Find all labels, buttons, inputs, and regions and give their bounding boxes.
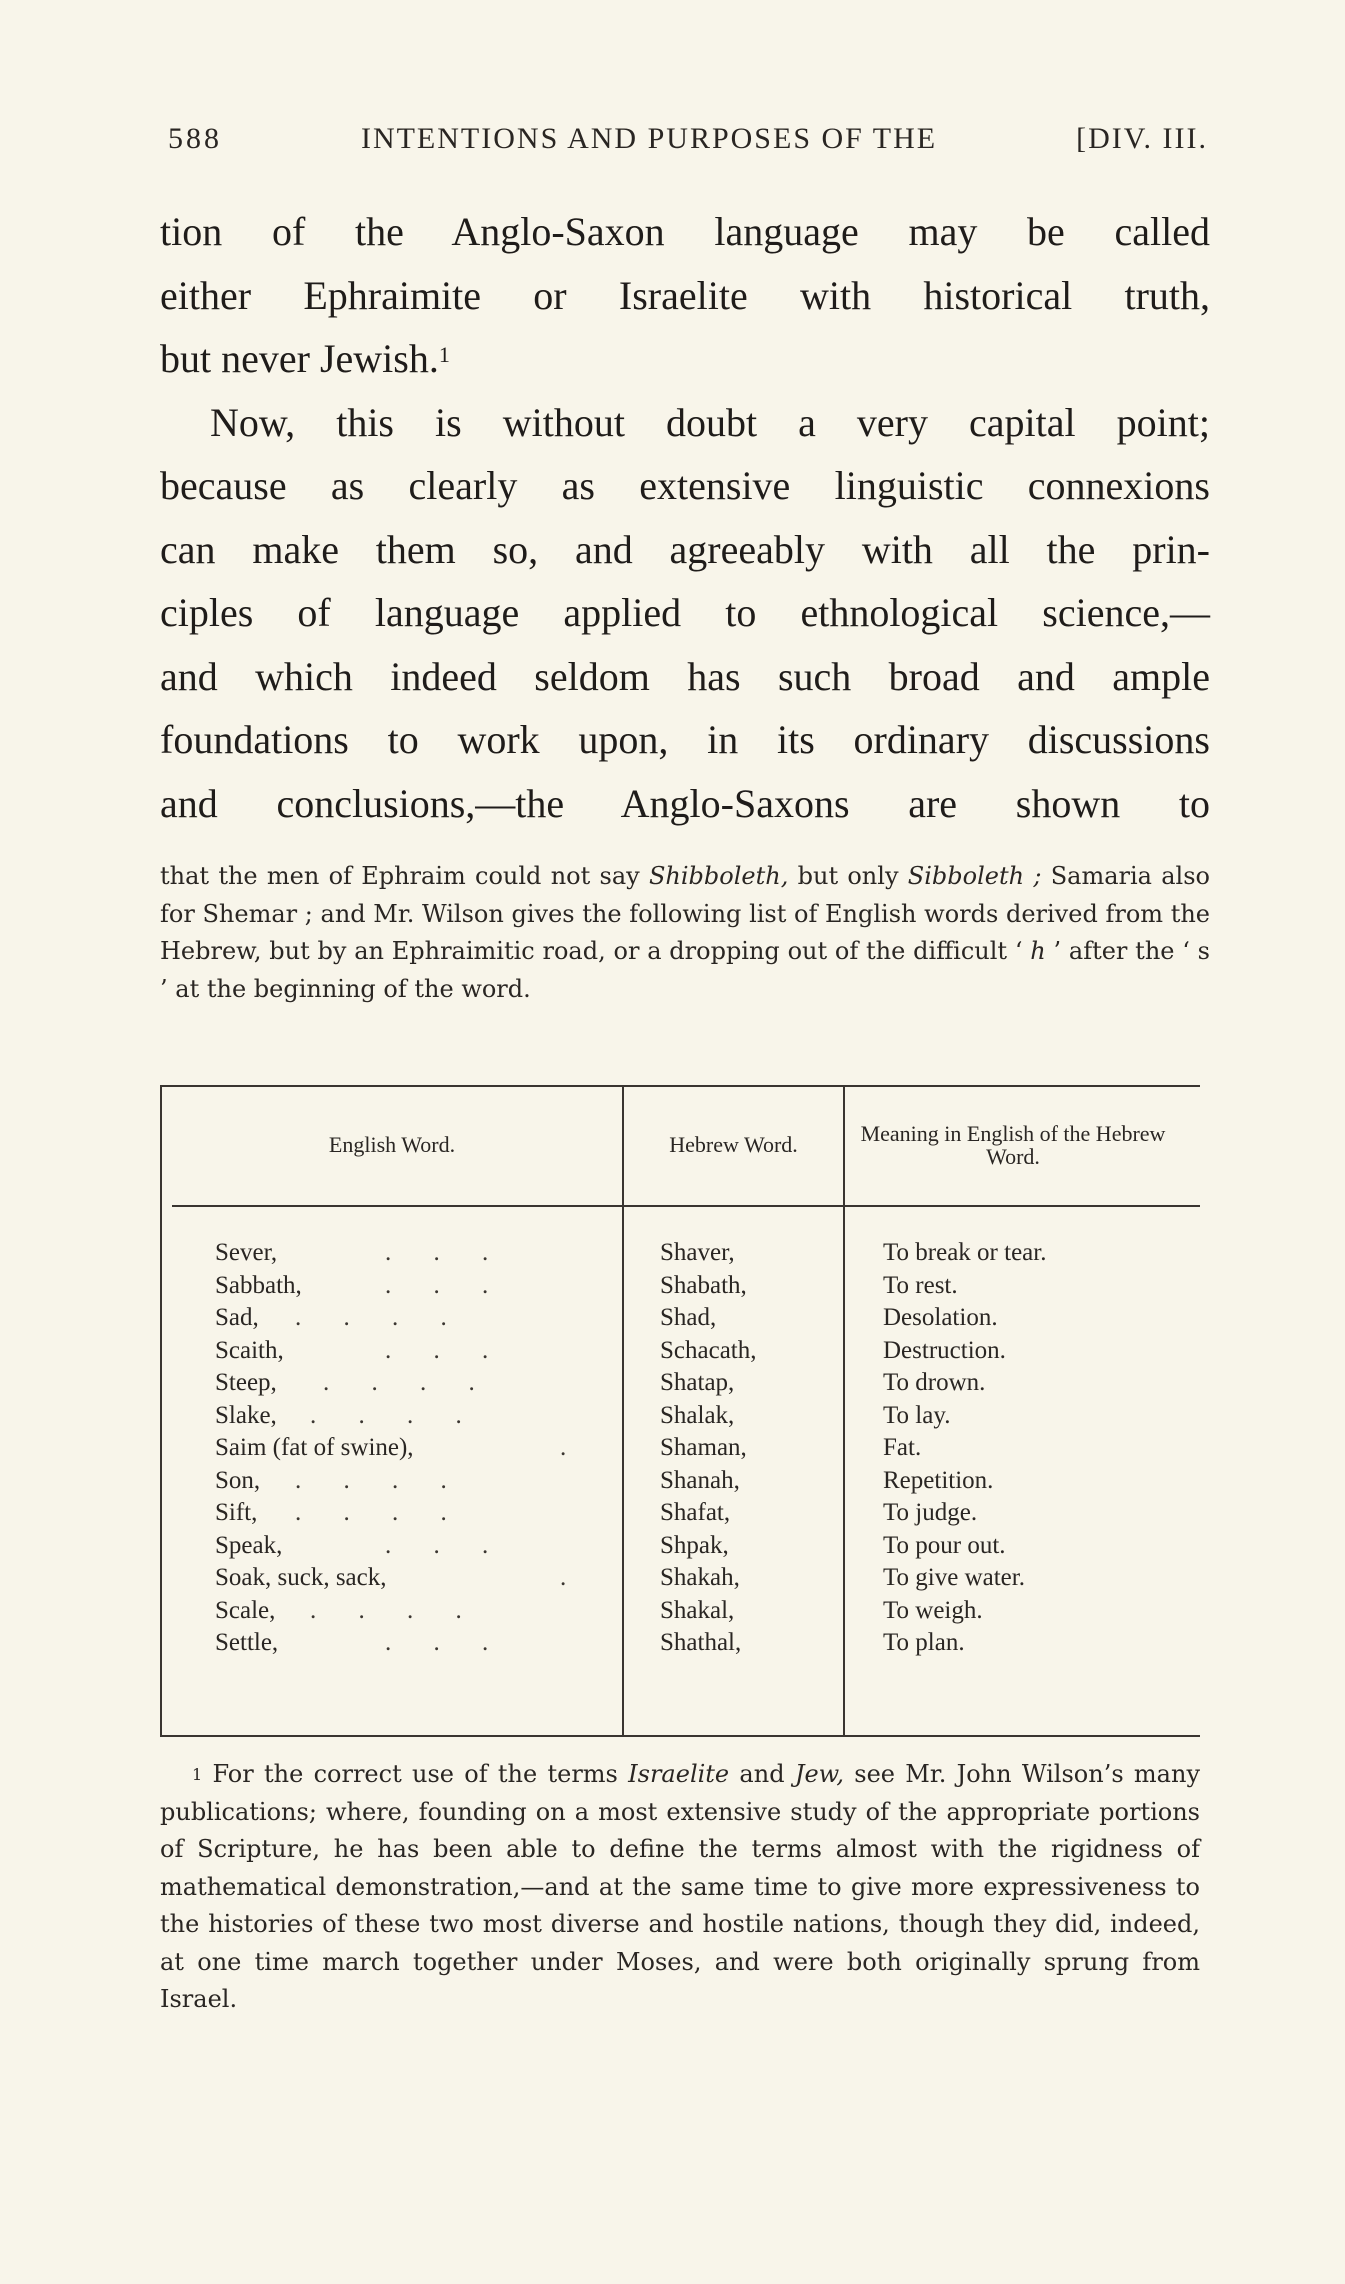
italic-term: Jew, xyxy=(794,1760,844,1788)
meaning-text: To break or tear. xyxy=(883,1239,1047,1266)
leader-dots: . . . . xyxy=(323,1369,493,1396)
english-column xyxy=(215,1237,615,1660)
footnote-paragraph xyxy=(160,1756,1200,2019)
table-header-rule xyxy=(172,1205,1200,1207)
text-run: and xyxy=(729,1760,795,1788)
table-row xyxy=(215,1237,615,1270)
italic-term: h xyxy=(1030,937,1046,965)
meaning-text: Desolation. xyxy=(883,1304,998,1331)
meaning-text: To drown. xyxy=(883,1369,986,1396)
hebrew-word: Shad, xyxy=(660,1304,717,1331)
column-divider xyxy=(843,1085,845,1737)
text-run: but only xyxy=(788,862,908,890)
english-word: Soak, suck, sack, xyxy=(215,1564,387,1591)
leader-dots: . . . xyxy=(385,1271,507,1299)
meaning-text: To weigh. xyxy=(883,1596,983,1624)
running-title: INTENTIONS AND PURPOSES OF THE xyxy=(360,122,938,155)
body-line: Now, this is without doubt a very capital point; xyxy=(210,399,1210,445)
text-run: ’ after the ‘ s ’ at the beginning of the word. xyxy=(160,937,1210,1003)
meaning-text: Destruction. xyxy=(883,1336,1006,1364)
leader-dots: . . . . xyxy=(310,1401,480,1429)
meaning-text: To lay. xyxy=(883,1401,951,1429)
table-row xyxy=(215,1497,615,1530)
footnote-continuation xyxy=(160,858,1210,1008)
table-row xyxy=(215,1562,615,1595)
leader-dots: . xyxy=(560,1434,585,1461)
english-word: Scaith, xyxy=(215,1336,284,1364)
body-line xyxy=(160,327,1210,391)
text-run: For the correct use of the terms xyxy=(202,1760,629,1788)
english-word: Sift, xyxy=(215,1499,258,1526)
header-hebrew: Hebrew Word. xyxy=(669,1132,798,1157)
body-line: either Ephraimite or Israelite with historical truth, xyxy=(160,272,1210,318)
leader-dots: . . . . xyxy=(310,1596,480,1624)
hebrew-word: Shathal, xyxy=(660,1629,742,1656)
body-text xyxy=(160,200,1210,835)
italic-term: Israelite xyxy=(628,1760,730,1788)
footnote xyxy=(160,1756,1200,2019)
meaning-text: To plan. xyxy=(883,1629,965,1656)
english-word: Speak, xyxy=(215,1531,283,1559)
table-row xyxy=(215,1400,615,1433)
body-line: tion of the Anglo-Saxon language may be called xyxy=(160,209,1210,254)
word-table xyxy=(160,1085,1200,1737)
english-word: Sever, xyxy=(215,1239,278,1266)
leader-dots: . . . xyxy=(385,1336,507,1364)
english-word: Sabbath, xyxy=(215,1271,302,1299)
table-row xyxy=(215,1627,615,1660)
body-line-text: but never Jewish. xyxy=(160,336,439,381)
english-word: Slake, xyxy=(215,1401,277,1429)
body-line: because as clearly as extensive linguistic connexions xyxy=(160,463,1210,508)
meaning-text: To judge. xyxy=(883,1499,978,1526)
hebrew-word: Shpak, xyxy=(660,1531,729,1559)
text-run: Samaria also for Shemar ; and Mr. Wilson gives the following list of English words derived from the Hebrew, but by an Ephraimitic road, or a dropping out of the difficult ‘ xyxy=(160,862,1210,965)
hebrew-word: Shaman, xyxy=(660,1434,747,1461)
meaning-column xyxy=(883,1237,1193,1660)
hebrew-word: Shakal, xyxy=(660,1596,735,1624)
table-row xyxy=(215,1335,615,1368)
page-number: 588 xyxy=(168,122,222,155)
leader-dots: . . . xyxy=(385,1531,507,1559)
table-row xyxy=(215,1432,615,1465)
leader-dots: . . . . xyxy=(295,1499,465,1526)
body-line: and conclusions,—the Anglo-Saxons are shown to xyxy=(160,780,1210,826)
body-line: can make them so, and agreeably with all the prin- xyxy=(160,526,1210,572)
english-word: Sad, xyxy=(215,1304,259,1331)
header-meaning: Meaning in English of the Hebrew Word. xyxy=(860,1121,1166,1169)
footnote-reference: 1 xyxy=(438,342,450,367)
hebrew-word: Shatap, xyxy=(660,1369,735,1396)
running-head xyxy=(168,122,1208,156)
leader-dots: . . . . xyxy=(295,1304,465,1331)
table-row xyxy=(215,1595,615,1628)
hebrew-word: Shafat, xyxy=(660,1499,731,1526)
english-word: Settle, xyxy=(215,1629,279,1656)
hebrew-word: Shalak, xyxy=(660,1401,735,1429)
table-row xyxy=(215,1367,615,1400)
hebrew-word: Shakah, xyxy=(660,1564,740,1591)
english-word: Saim (fat of swine), xyxy=(215,1434,414,1461)
english-word: Son, xyxy=(215,1466,261,1494)
table-row xyxy=(215,1302,615,1335)
meaning-text: To rest. xyxy=(883,1271,958,1299)
footnote-marker: 1 xyxy=(192,1765,203,1784)
body-line: ciples of language applied to ethnological science,— xyxy=(160,590,1210,635)
meaning-text: To give water. xyxy=(883,1564,1025,1591)
english-word: Scale, xyxy=(215,1596,276,1624)
english-word: Steep, xyxy=(215,1369,277,1396)
leader-dots: . . . . xyxy=(295,1466,465,1494)
table-row xyxy=(215,1270,615,1303)
meaning-text: Fat. xyxy=(883,1434,922,1461)
hebrew-word: Shanah, xyxy=(660,1466,740,1494)
italic-term: Sibboleth ; xyxy=(907,862,1042,890)
table-bottom-rule xyxy=(160,1735,1200,1737)
italic-term: Shibboleth, xyxy=(648,862,789,890)
header-english: English Word. xyxy=(328,1132,456,1157)
hebrew-word: Shabath, xyxy=(660,1271,747,1299)
text-run: see Mr. John Wilson’s many publications; where, founding on a most extensive study of the appropriate portions of Scripture, he has been able to define the terms almost with the rigidness of mathematical demonstration,—and at the same time to give more expressiveness to the histories of these two most diverse and hostile nations, though they did, indeed, at one time march together under Moses, and were both originally sprung from Israel. xyxy=(160,1760,1201,2013)
division-label: [DIV. III. xyxy=(1076,122,1208,155)
leader-dots: . . . xyxy=(385,1629,507,1656)
leader-dots: . xyxy=(560,1564,585,1591)
leader-dots: . . . xyxy=(385,1239,507,1266)
table-row xyxy=(215,1465,615,1498)
body-line: foundations to work upon, in its ordinary discussions xyxy=(160,717,1210,762)
meaning-text: To pour out. xyxy=(883,1531,1006,1559)
hebrew-column xyxy=(660,1237,840,1660)
hebrew-word: Shaver, xyxy=(660,1239,735,1266)
body-line: and which indeed seldom has such broad and ample xyxy=(160,653,1210,699)
meaning-text: Repetition. xyxy=(883,1466,994,1494)
table-row xyxy=(215,1530,615,1563)
text-run: that the men of Ephraim could not say xyxy=(160,862,649,890)
hebrew-word: Schacath, xyxy=(660,1336,757,1364)
